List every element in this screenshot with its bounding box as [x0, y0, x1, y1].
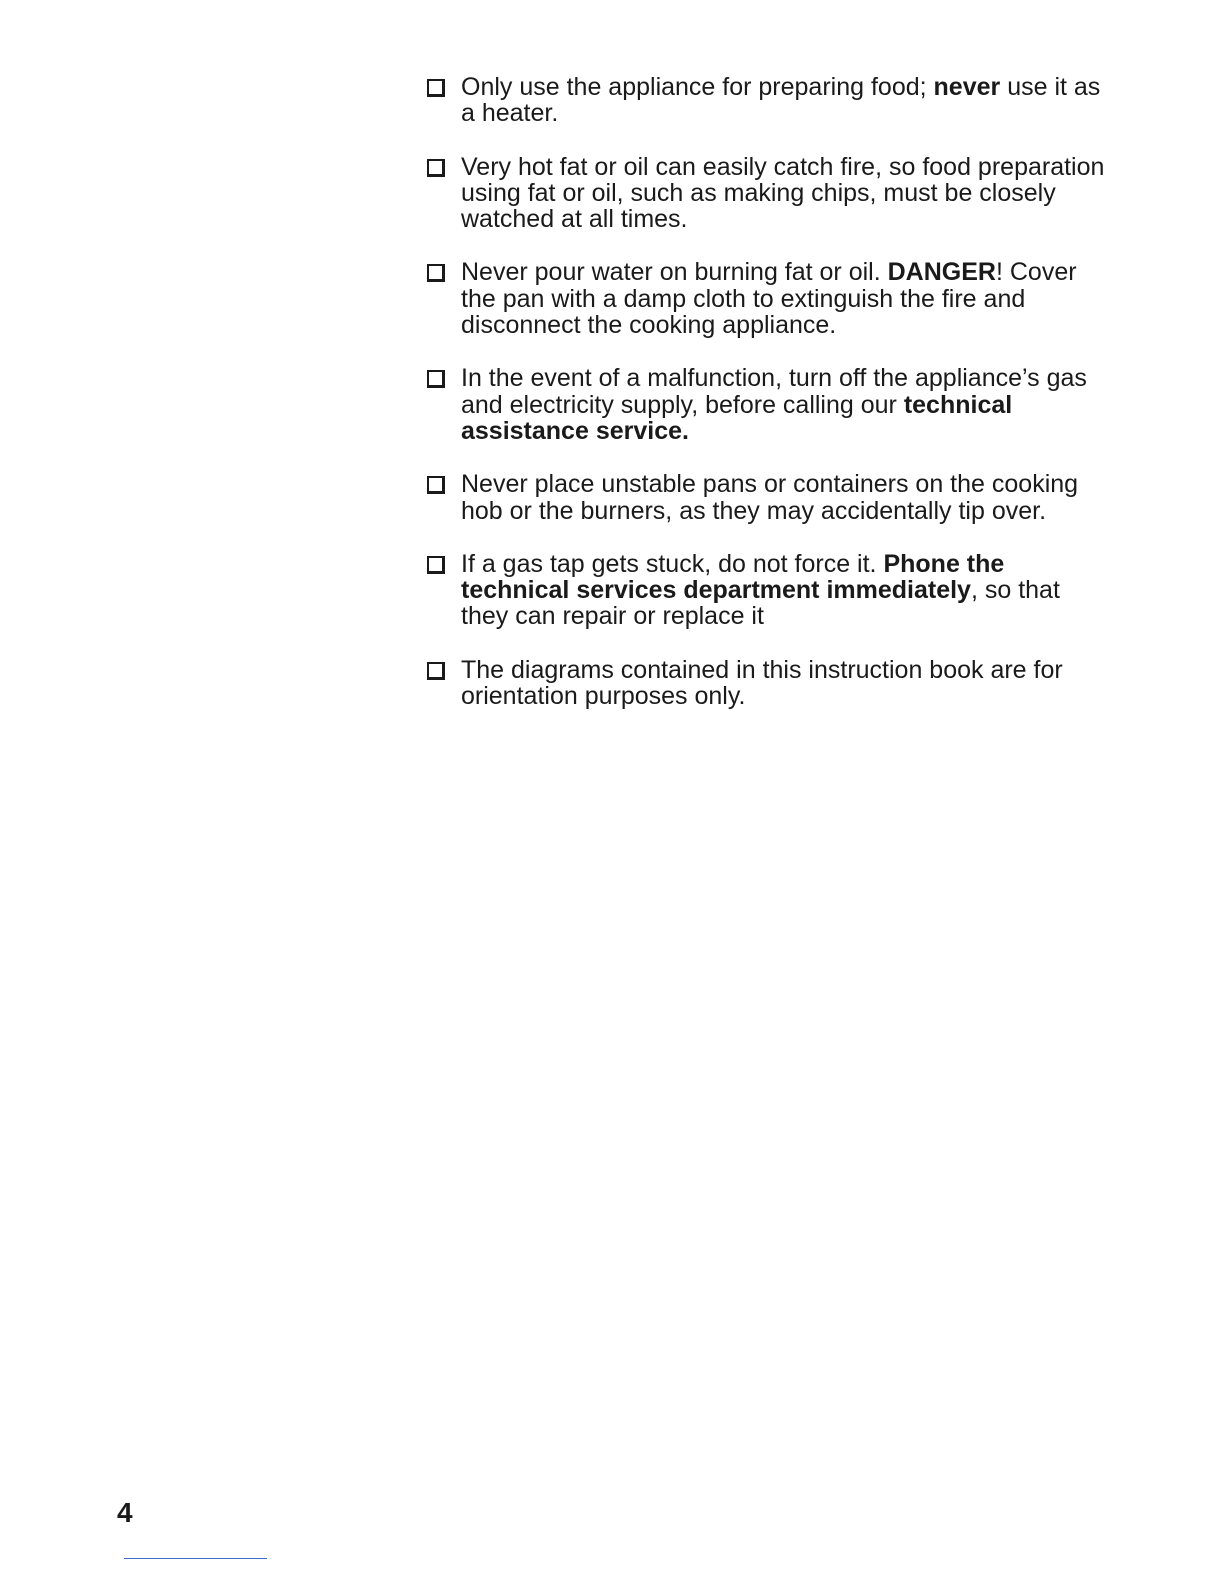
checkbox-bullet-icon	[427, 556, 445, 574]
checkbox-bullet-icon	[427, 79, 445, 97]
item-text: Never pour water on burning fat or oil. DANGER! Cover the pan with a damp cloth to extinguish the fire and disconnect the cooking appliance.	[461, 258, 1077, 340]
safety-instructions-list	[424, 74, 1114, 736]
item-text: The diagrams contained in this instruction book are for orientation purposes only.	[461, 655, 1063, 711]
checkbox-bullet-icon	[427, 264, 445, 282]
list-item	[424, 74, 1114, 127]
item-text: If a gas tap gets stuck, do not force it. Phone the technical services department immediately, so that they can repair or replace it	[461, 549, 1060, 631]
checkbox-bullet-icon	[427, 476, 445, 494]
item-text: In the event of a malfunction, turn off the appliance’s gas and electricity supply, before calling our technical assistance service.	[461, 364, 1087, 445]
list-item	[424, 551, 1114, 630]
list-item	[424, 154, 1114, 233]
list-item	[424, 657, 1114, 710]
item-text: Only use the appliance for preparing food; never use it as a heater.	[461, 73, 1101, 128]
footer-divider	[124, 1558, 267, 1559]
checkbox-bullet-icon	[427, 662, 445, 680]
page-number: 4	[117, 1497, 133, 1528]
checkbox-bullet-icon	[427, 159, 445, 177]
list-item	[424, 365, 1114, 444]
item-text: Very hot fat or oil can easily catch fire, so food preparation using fat or oil, such as making chips, must be closely watched at all times.	[461, 152, 1105, 234]
list-item	[424, 259, 1114, 338]
list-item	[424, 471, 1114, 524]
item-text: Never place unstable pans or containers on the cooking hob or the burners, as they may accidentally tip over.	[461, 470, 1079, 525]
checkbox-bullet-icon	[427, 370, 445, 388]
